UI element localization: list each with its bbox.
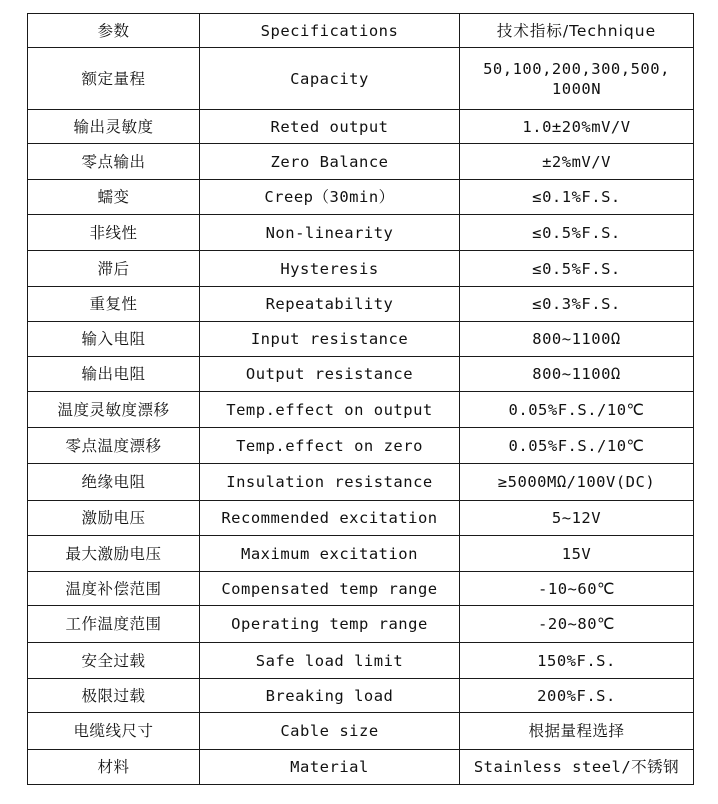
cell-specification: Reted output <box>200 110 460 144</box>
table-row <box>28 287 694 322</box>
cell-parameter: 零点输出 <box>28 144 200 180</box>
cell-technique: ≤0.5%F.S. <box>460 251 694 287</box>
cell-parameter: 输出电阻 <box>28 357 200 392</box>
cell-parameter: 零点温度漂移 <box>28 428 200 464</box>
cell-parameter: 非线性 <box>28 215 200 251</box>
header-specifications: Specifications <box>200 14 460 48</box>
cell-technique: 800~1100Ω <box>460 322 694 357</box>
table-row <box>28 606 694 643</box>
cell-parameter: 温度灵敏度漂移 <box>28 392 200 428</box>
table-row <box>28 679 694 713</box>
cell-specification: Temp.effect on output <box>200 392 460 428</box>
cell-technique: ≤0.1%F.S. <box>460 180 694 215</box>
table-row <box>28 428 694 464</box>
cell-parameter: 极限过载 <box>28 679 200 713</box>
cell-parameter: 输出灵敏度 <box>28 110 200 144</box>
cell-parameter: 温度补偿范围 <box>28 572 200 606</box>
cell-technique: 50,100,200,300,500, 1000N <box>460 48 694 110</box>
cell-parameter: 蠕变 <box>28 180 200 215</box>
cell-technique: Stainless steel/不锈钢 <box>460 750 694 785</box>
table-row <box>28 392 694 428</box>
table-row <box>28 501 694 536</box>
table-header-row <box>28 14 694 48</box>
cell-parameter: 输入电阻 <box>28 322 200 357</box>
table-row <box>28 215 694 251</box>
cell-technique: 根据量程选择 <box>460 713 694 750</box>
cell-specification: Non-linearity <box>200 215 460 251</box>
cell-parameter: 最大激励电压 <box>28 536 200 572</box>
cell-technique: -20~80℃ <box>460 606 694 643</box>
cell-specification: Zero Balance <box>200 144 460 180</box>
cell-specification: Recommended excitation <box>200 501 460 536</box>
cell-technique: 0.05%F.S./10℃ <box>460 428 694 464</box>
cell-specification: Maximum excitation <box>200 536 460 572</box>
cell-specification: Cable size <box>200 713 460 750</box>
cell-technique: 200%F.S. <box>460 679 694 713</box>
cell-technique: 15V <box>460 536 694 572</box>
cell-specification: Breaking load <box>200 679 460 713</box>
cell-technique: ≤0.5%F.S. <box>460 215 694 251</box>
table-row <box>28 48 694 110</box>
cell-parameter: 安全过载 <box>28 643 200 679</box>
table-row <box>28 572 694 606</box>
table-row <box>28 322 694 357</box>
cell-technique: 0.05%F.S./10℃ <box>460 392 694 428</box>
cell-specification: Hysteresis <box>200 251 460 287</box>
cell-specification: Temp.effect on zero <box>200 428 460 464</box>
cell-technique: ±2%mV/V <box>460 144 694 180</box>
table-row <box>28 180 694 215</box>
specifications-table-body <box>28 14 694 785</box>
header-technique: 技术指标/Technique <box>460 14 694 48</box>
cell-specification: Operating temp range <box>200 606 460 643</box>
cell-technique: ≤0.3%F.S. <box>460 287 694 322</box>
table-row <box>28 144 694 180</box>
cell-technique: 800~1100Ω <box>460 357 694 392</box>
cell-specification: Material <box>200 750 460 785</box>
cell-specification: Compensated temp range <box>200 572 460 606</box>
table-row <box>28 251 694 287</box>
cell-technique: 5~12V <box>460 501 694 536</box>
cell-parameter: 电缆线尺寸 <box>28 713 200 750</box>
header-parameter: 参数 <box>28 14 200 48</box>
cell-technique: -10~60℃ <box>460 572 694 606</box>
table-row <box>28 110 694 144</box>
cell-technique: 150%F.S. <box>460 643 694 679</box>
cell-specification: Safe load limit <box>200 643 460 679</box>
table-row <box>28 536 694 572</box>
cell-parameter: 材料 <box>28 750 200 785</box>
cell-parameter: 额定量程 <box>28 48 200 110</box>
cell-parameter: 重复性 <box>28 287 200 322</box>
cell-specification: Insulation resistance <box>200 464 460 501</box>
cell-parameter: 激励电压 <box>28 501 200 536</box>
cell-parameter: 工作温度范围 <box>28 606 200 643</box>
cell-technique: 1.0±20%mV/V <box>460 110 694 144</box>
cell-specification: Repeatability <box>200 287 460 322</box>
cell-parameter: 滞后 <box>28 251 200 287</box>
table-row <box>28 357 694 392</box>
cell-specification: Creep（30min） <box>200 180 460 215</box>
table-row <box>28 464 694 501</box>
cell-specification: Output resistance <box>200 357 460 392</box>
table-row <box>28 713 694 750</box>
cell-specification: Input resistance <box>200 322 460 357</box>
table-row <box>28 750 694 785</box>
cell-specification: Capacity <box>200 48 460 110</box>
cell-technique: ≥5000MΩ/100V(DC) <box>460 464 694 501</box>
specifications-table <box>27 13 694 785</box>
table-row <box>28 643 694 679</box>
cell-parameter: 绝缘电阻 <box>28 464 200 501</box>
